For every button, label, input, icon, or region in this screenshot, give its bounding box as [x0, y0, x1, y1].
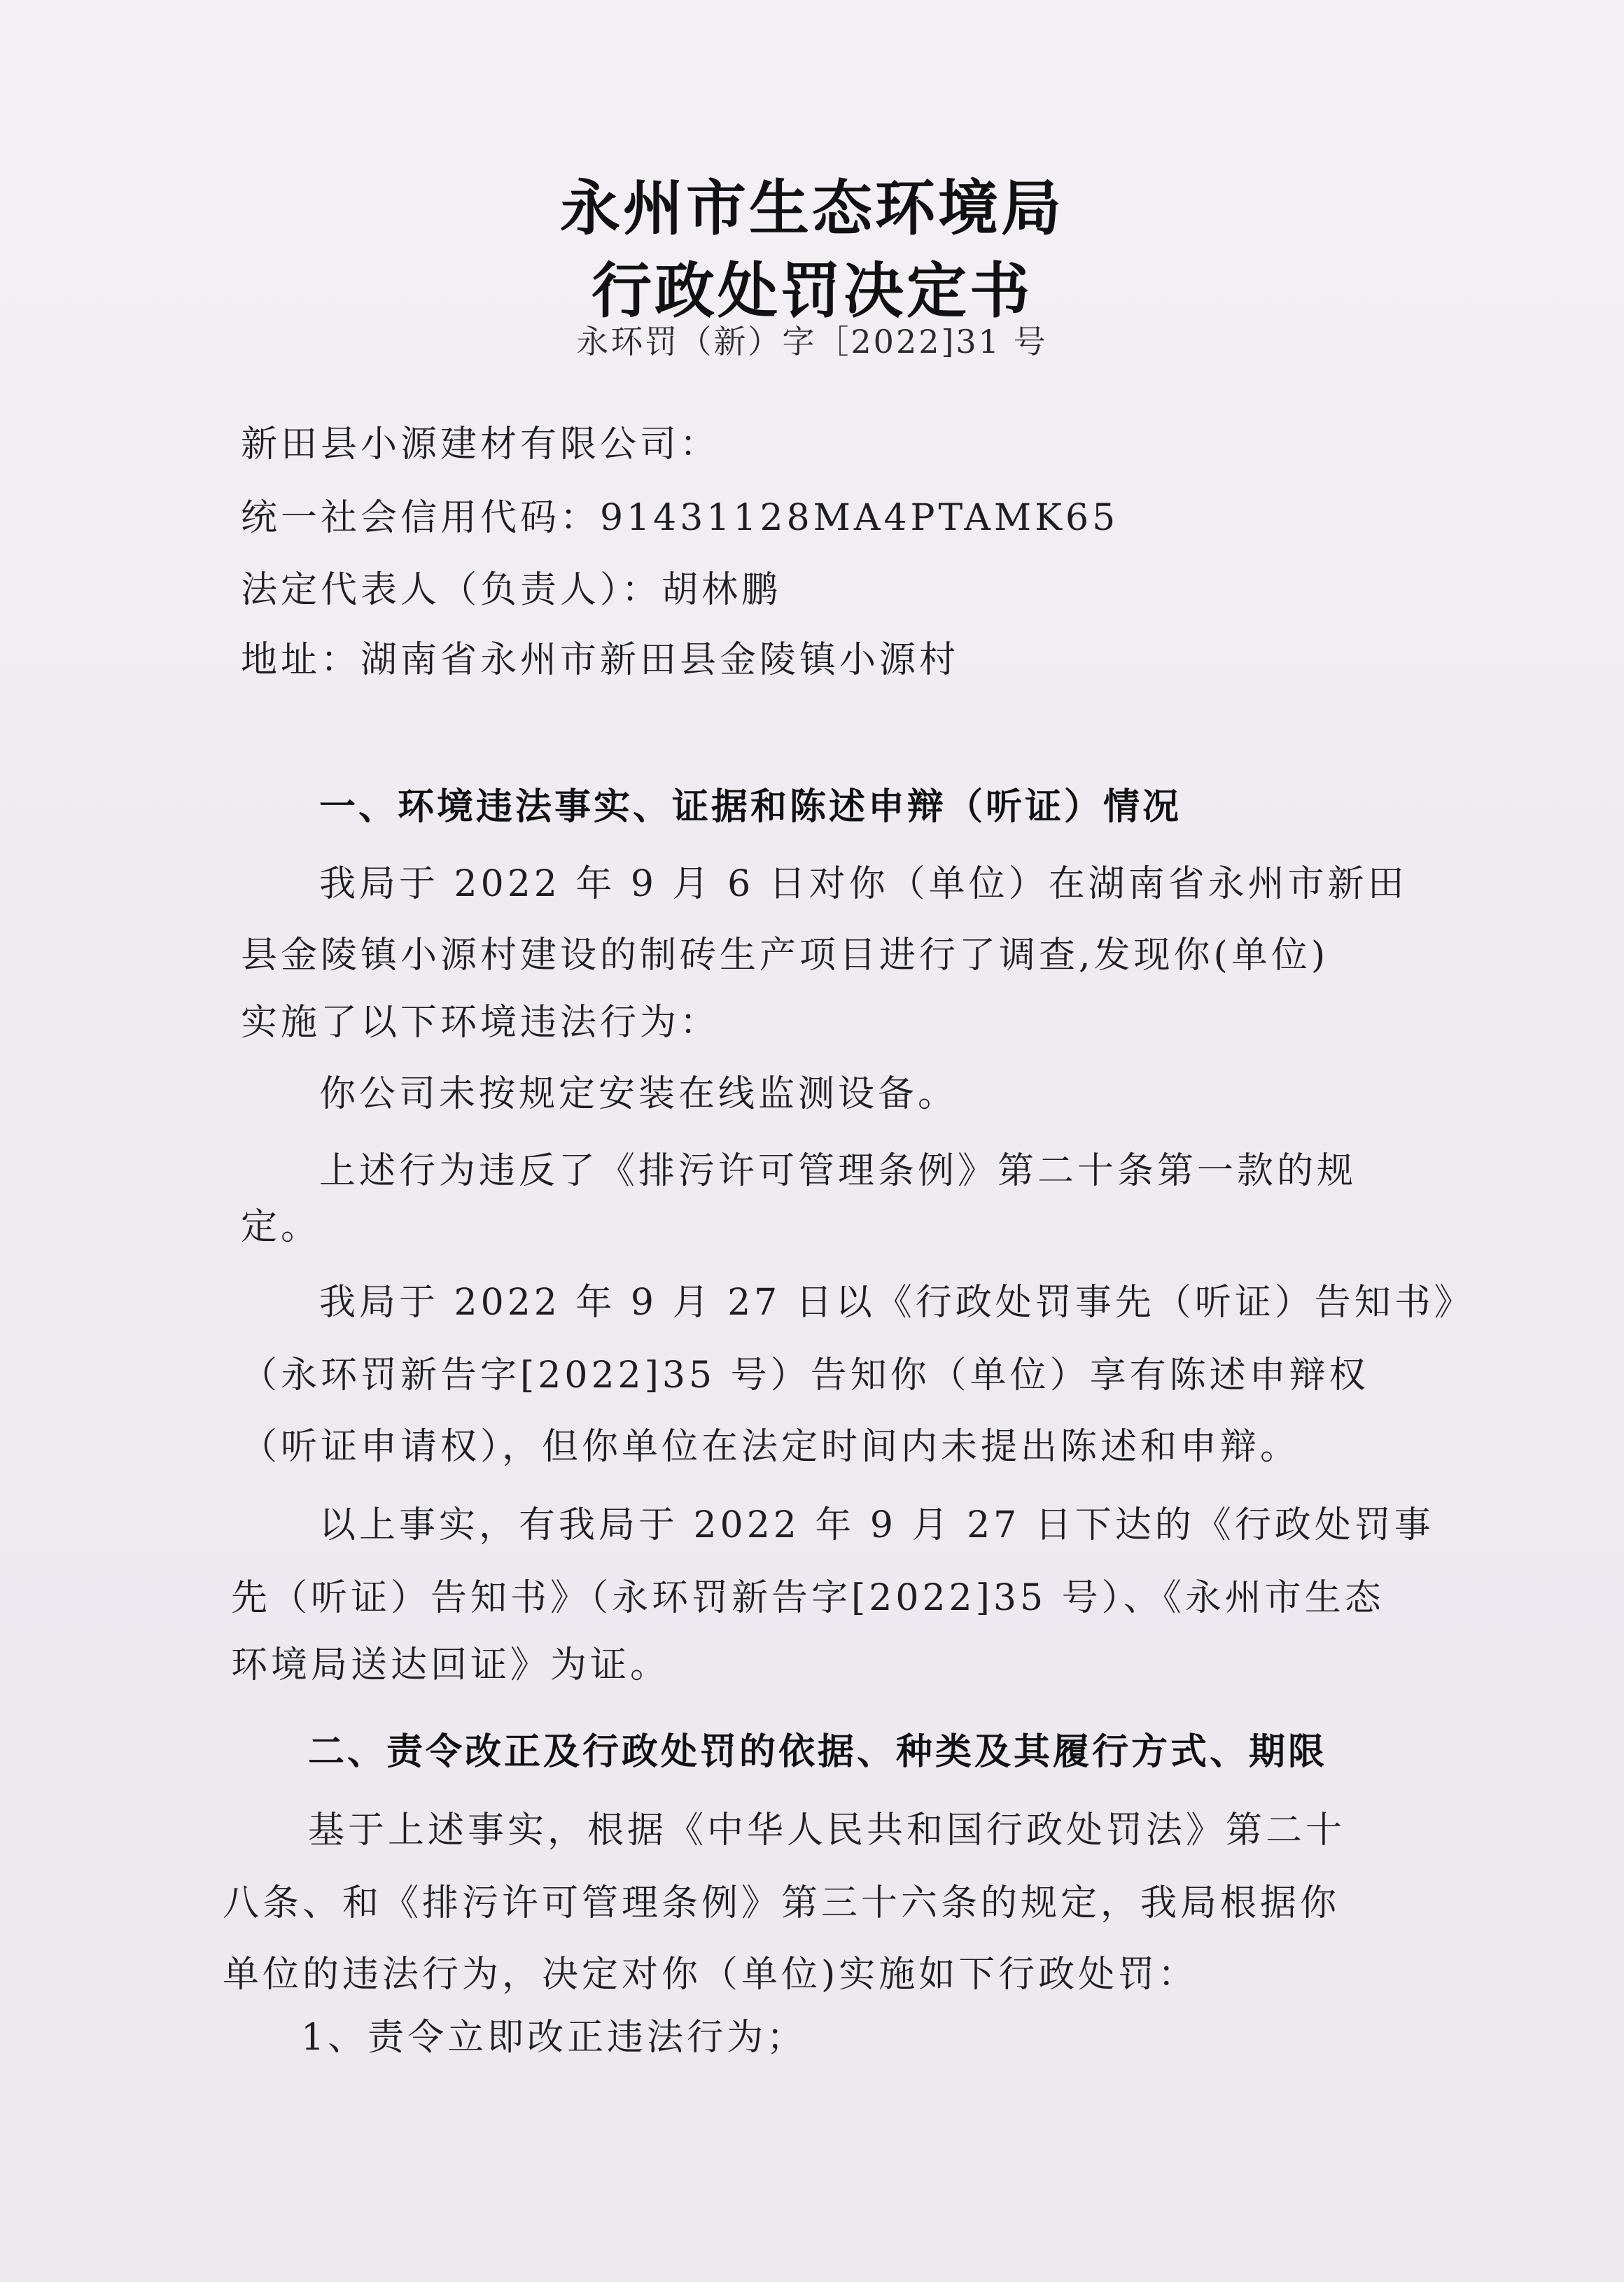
section1-paragraph-line: 环境局送达回证》为证。	[231, 1644, 671, 1686]
recipient-credit-code: 统一社会信用代码：91431128MA4PTAMK65	[241, 497, 1119, 539]
section1-paragraph-line: 定。	[241, 1206, 321, 1248]
recipient-legal-rep: 法定代表人（负责人）：胡林鹏	[241, 569, 782, 611]
section1-paragraph-line: 我局于 2022 年 9 月 6 日对你（单位）在湖南省永州市新田	[319, 863, 1408, 905]
section2-heading: 二、责令改正及行政处罚的依据、种类及其履行方式、期限	[308, 1731, 1328, 1773]
recipient-name: 新田县小源建材有限公司：	[241, 424, 720, 465]
section2-item-1: 1、责令立即改正违法行为；	[301, 2017, 807, 2059]
section2-paragraph-line: 八条、和《排污许可管理条例》第三十六条的规定，我局根据你	[223, 1882, 1340, 1924]
recipient-address: 地址：湖南省永州市新田县金陵镇小源村	[241, 639, 960, 681]
section1-paragraph-line: 实施了以下环境违法行为：	[241, 1002, 720, 1044]
section1-paragraph-line: 先（听证）告知书》（永环罚新告字[2022]35 号）、《永州市生态	[231, 1577, 1385, 1619]
section1-heading: 一、环境违法事实、证据和陈述申辩（听证）情况	[319, 786, 1182, 828]
section1-paragraph-line: 我局于 2022 年 9 月 27 日以《行政处罚事先（听证）告知书》	[319, 1282, 1474, 1324]
document-title-authority: 永州市生态环境局	[560, 174, 1064, 244]
document-title-type: 行政处罚决定书	[592, 256, 1032, 326]
section1-paragraph-line: （听证申请权），但你单位在法定时间内未提出陈述和申辩。	[241, 1426, 1301, 1468]
section1-paragraph-line: 上述行为违反了《排污许可管理条例》第二十条第一款的规	[319, 1150, 1357, 1192]
section1-paragraph-line: 县金陵镇小源村建设的制砖生产项目进行了调查,发现你(单位)	[241, 934, 1329, 976]
section2-paragraph-line: 单位的违法行为，决定对你（单位)实施如下行政处罚：	[223, 1954, 1198, 1996]
section2-paragraph-line: 基于上述事实，根据《中华人民共和国行政处罚法》第二十	[308, 1809, 1346, 1851]
section1-paragraph-line: （永环罚新告字[2022]35 号）告知你（单位）享有陈述申辩权	[241, 1354, 1369, 1396]
document-number: 永环罚（新）字［2022]31 号	[576, 323, 1048, 360]
section1-paragraph-line: 你公司未按规定安装在线监测设备。	[319, 1073, 958, 1115]
section1-paragraph-line: 以上事实，有我局于 2022 年 9 月 27 日下达的《行政处罚事	[319, 1504, 1434, 1546]
